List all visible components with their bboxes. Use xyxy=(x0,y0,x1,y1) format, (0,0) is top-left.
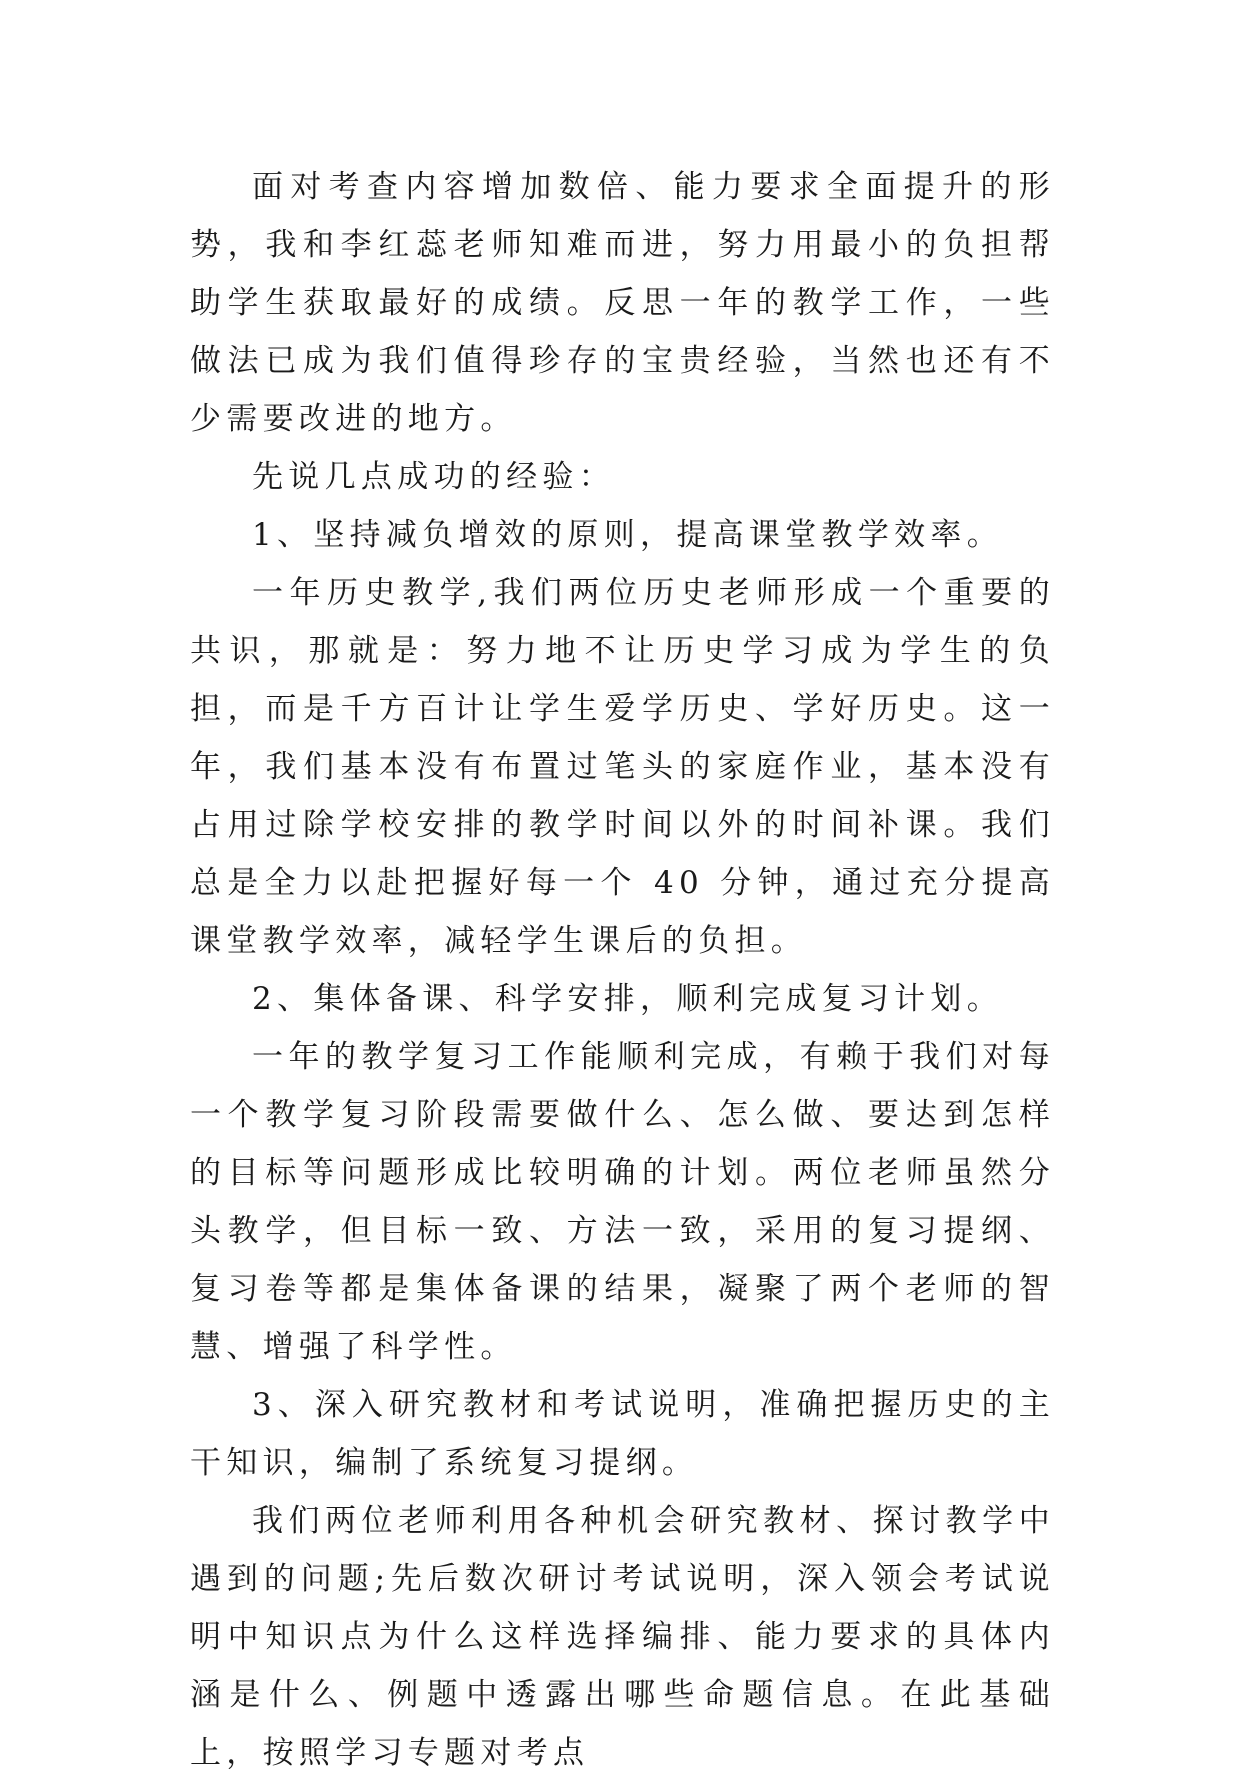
paragraph-point-3-body: 我们两位老师利用各种机会研究教材、探讨教学中遇到的问题;先后数次研讨考试说明，深入领会考试说明中知识点为什么这样选择编排、能力要求的具体内涵是什么、例题中透露出哪些命题信息。在此基础上，按照学习专题对考点 xyxy=(190,1503,1055,1771)
heading-point-1: 1、坚持减负增效的原则，提高课堂教学效率。 xyxy=(252,517,1004,553)
paragraph-point-2-body: 一年的教学复习工作能顺利完成，有赖于我们对每一个教学复习阶段需要做什么、怎么做、要达到怎样的目标等问题形成比较明确的计划。两位老师虽然分头教学，但目标一致、方法一致，采用的复习提纲、复习卷等都是集体备课的结果，凝聚了两个老师的智慧、增强了科学性。 xyxy=(190,1039,1055,1365)
paragraph-experience-lead: 先说几点成功的经验： xyxy=(252,459,615,495)
document-body xyxy=(190,158,1055,1782)
paragraph-point-1-body: 一年历史教学,我们两位历史老师形成一个重要的共识，那就是：努力地不让历史学习成为学生的负担，而是千方百计让学生爱学历史、学好历史。这一年，我们基本没有布置过笔头的家庭作业，基本没有占用过除学校安排的教学时间以外的时间补课。我们总是全力以赴把握好每一个 40 分钟，通过充分提高课堂教学效率，减轻学生课后的负担。 xyxy=(190,575,1055,959)
heading-point-3: 3、深入研究教材和考试说明，准确把握历史的主干知识，编制了系统复习提纲。 xyxy=(190,1387,1055,1481)
heading-point-2: 2、集体备课、科学安排，顺利完成复习计划。 xyxy=(252,981,1004,1017)
paragraph-intro: 面对考查内容增加数倍、能力要求全面提升的形势，我和李红蕊老师知难而进，努力用最小的负担帮助学生获取最好的成绩。反思一年的教学工作，一些做法已成为我们值得珍存的宝贵经验，当然也还有不少需要改进的地方。 xyxy=(190,169,1055,437)
